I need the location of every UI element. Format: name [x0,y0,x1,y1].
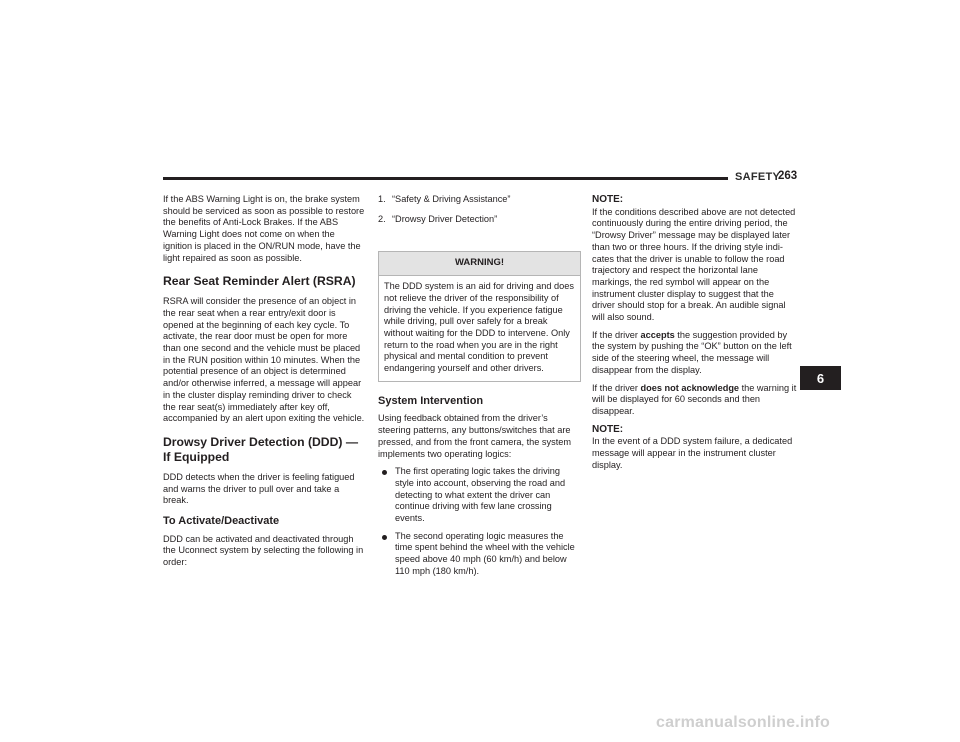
warning-title: WARNING! [379,252,580,276]
header-rule [163,177,728,180]
column-1 [163,194,366,575]
step-item [378,194,581,206]
step-number: 1. [378,194,386,204]
rsra-paragraph: RSRA will consider the presence of an object in the rear seat when a rear entry/exit door is opened at the beginning of each key cycle. To activate, the rear door must be open for more than one second and the vehicle must be placed in the RUN position within 10 minutes. When the potential presence of an object is determined and/or otherwise inferred, a message will appear in the cluster display reminding driver to check the rear seat(s) immediately after key off, accompanied by an alert upon exiting the vehicle. [163,296,365,424]
watermark: carmanualsonline.info [656,714,831,731]
accepts-post: the suggestion provided by the system by pushing the “OK” button on the left side of the steering wheel, the message will disappear from the display. [592,329,792,375]
chapter-tab: 6 [800,366,841,390]
note-text: In the event of a DDD system failure, a dedicated message will appear in the instrument cluster display. [592,436,793,470]
ddd-heading [163,435,366,465]
step-text: “Drowsy Driver Detection” [392,213,498,224]
step-text: “Safety & Driving Assistance” [392,194,511,204]
accepts-pre: If the driver [592,329,641,340]
activate-paragraph: DDD can be activated and deactivated through the Uconnect system by selecting the following in order: [163,533,364,568]
bullet-text: The first operating logic takes the driving style into account, observing the road and detecting to what extent the driver can continue driving with few lane crossing events. [395,466,566,524]
no-ack-paragraph [592,383,797,418]
logic-list [378,466,581,577]
note-label: NOTE: [592,423,624,435]
activate-heading: To Activate/Deactivate [163,515,280,528]
abs-paragraph: If the ABS Warning Light is on, the brake system should be serviced as soon as possible to restore the benefits of Anti-Lock Brakes. If the ABS Warning Light does not come on when the ignition is placed in the ON/RUN mode, have the light repaired as soon as possible. [163,194,365,263]
accepts-bold: accepts [640,329,675,340]
ddd-paragraph: DDD detects when the driver is feeling fatigued and warns the driver to pull over and take a break. [163,471,355,506]
list-item [378,466,581,525]
warning-box [378,251,581,381]
intervention-heading: System Intervention [378,394,484,407]
step-number: 2. [378,213,386,224]
rsra-heading: Rear Seat Reminder Alert (RSRA) [163,274,356,289]
steps-list [378,194,581,225]
noack-bold: does not acknowledge [640,382,740,393]
bullet-icon [382,470,387,475]
ddd-heading-line2: If Equipped [163,449,230,464]
column-3 [592,194,797,477]
noack-post: the warning it will be displayed for 60 seconds and then disappear. [592,382,797,416]
page-number: 263 [778,170,798,182]
intervention-paragraph: Using feedback obtained from the driver’s steering patterns, any buttons/switches that are pressed, and from the front camera, the system implements two operating logics: [378,413,572,459]
list-item [378,531,581,578]
bullet-icon [382,535,387,540]
section-title: SAFETY [735,171,781,183]
bullet-text: The second operating logic measures the time spent behind the wheel with the vehicle speed above 40 mph (60 km/h) and below 110 mph (180 km/h). [395,530,575,576]
step-item [378,214,581,226]
note-text: If the conditions described above are not detected continuously during the entire driving period, the “Drowsy Driver” message may be displayed later than two or three hours. If the driving style indi-cates that the driver is unable to follow the road trajectory and respect the horizontal lane markings, the red symbol will appear on the instrument cluster display to suggest that the driver should stop for a break. An audible signal will also sound. [592,206,796,323]
warning-text: The DDD system is an aid for driving and does not relieve the driver of the responsibility of driving the vehicle. If you experience fatigue while driving, pull over safely for a break without waiting for the DDD to intervene. Only return to the road when you are in the right physical and mental condition to prevent endangering yourself and other drivers. [384,281,574,374]
noack-pre: If the driver [592,382,641,393]
ddd-heading-line1: Drowsy Driver Detection (DDD) — [163,434,359,449]
note-label: NOTE: [592,194,624,205]
accepts-paragraph [592,330,797,377]
column-2 [378,194,581,584]
